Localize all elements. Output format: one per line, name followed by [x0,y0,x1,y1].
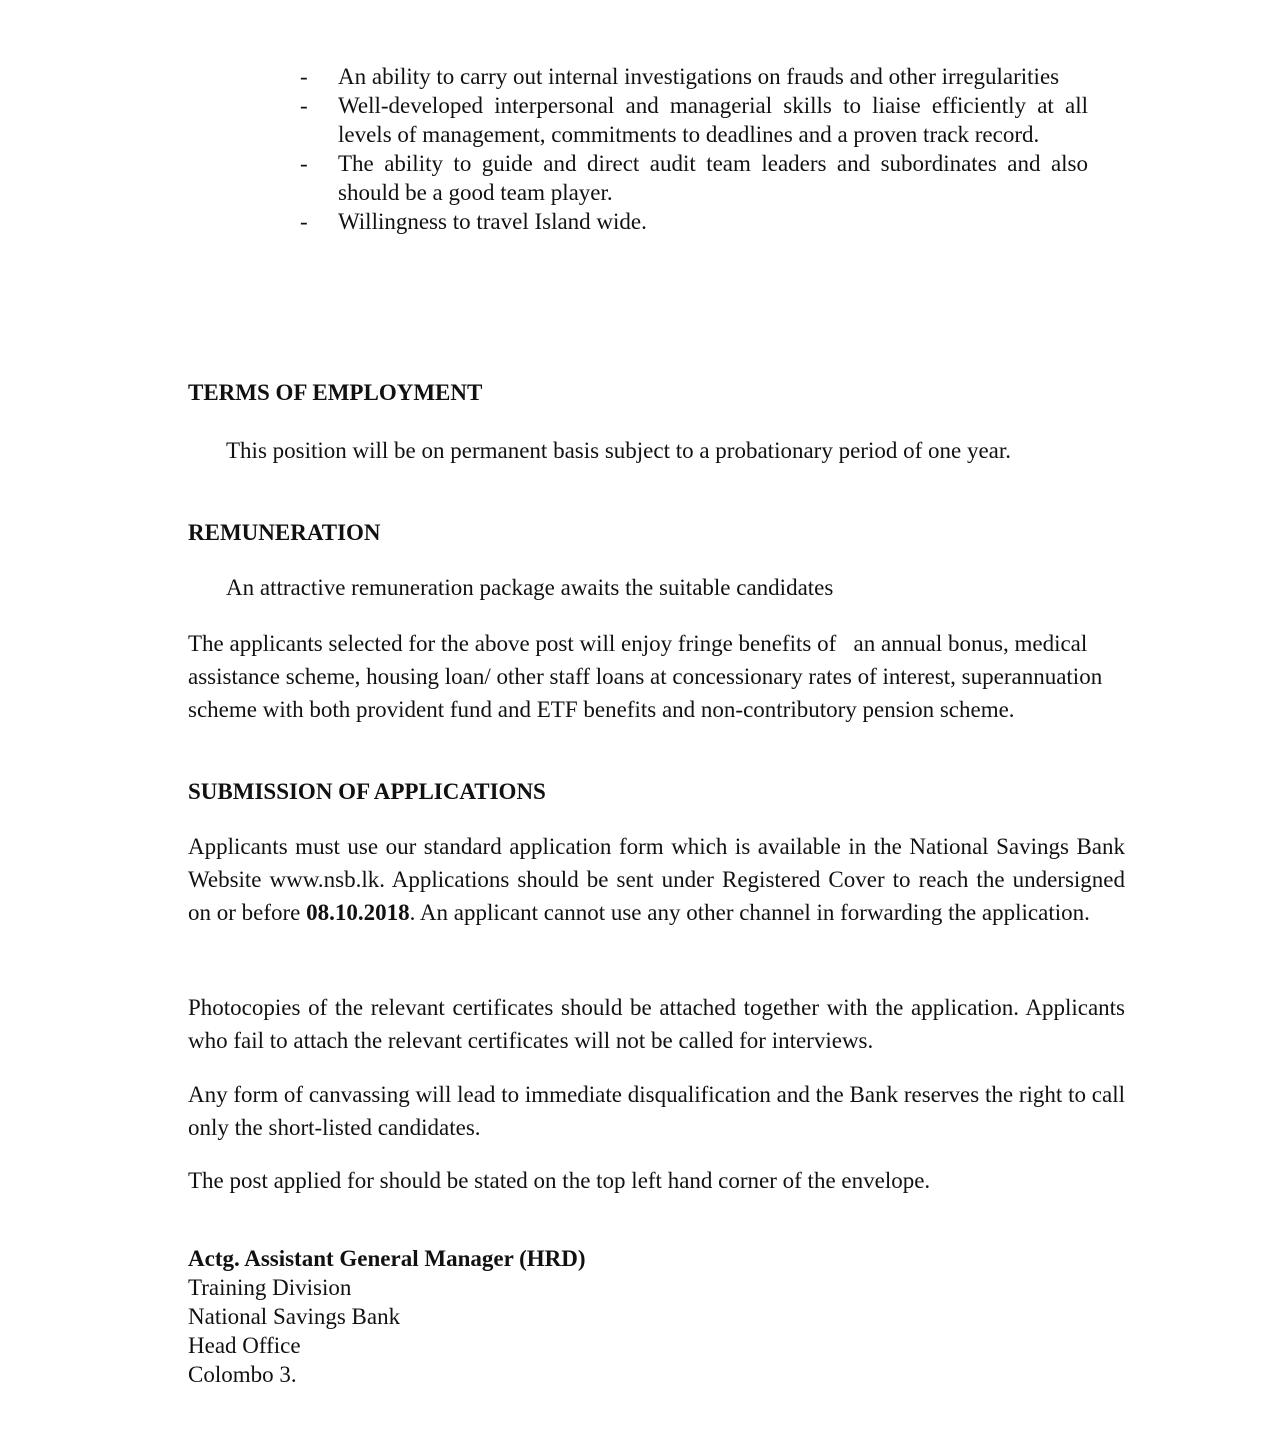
bullet-text: Well-developed interpersonal and managerial skills to liaise efficiently at all levels of management, commitments to deadlines and a proven track record. [338,93,1088,147]
submission-paragraph-2: Photocopies of the relevant certificates should be attached together with the application. Applicants who fail to attach the relevant certificates will not be called for interviews. [188,995,1125,1053]
bullet-text: Willingness to travel Island wide. [338,209,647,234]
bullet-marker: - [300,64,308,89]
skills-bullet-list [298,62,1088,236]
bullet-marker: - [300,151,308,176]
signature-block [188,1244,586,1389]
closing-date: 08.10.2018 [306,900,410,925]
bullet-item [298,91,1088,149]
submission-text: Applicants must use our standard application form which is available in the National Savings Bank Website www.nsb.lk. Applications should be sent under Registered Cover to reach the undersigned on or before [188,834,1125,925]
address-line: National Savings Bank [188,1304,401,1329]
remuneration-text: An attractive remuneration package awaits the suitable candidates [226,575,834,600]
remuneration-heading: REMUNERATION [188,520,381,545]
submission-text: . An applicant cannot use any other channel in forwarding the application. [409,900,1090,925]
address-line: Training Division [188,1275,352,1300]
bullet-marker: - [300,93,308,118]
submission-paragraph-3: Any form of canvassing will lead to immediate disqualification and the Bank reserves the right to call only the short-listed candidates. [188,1082,1125,1140]
address-line: Head Office [188,1333,301,1358]
terms-text: This position will be on permanent basis subject to a probationary period of one year. [226,438,1012,463]
submission-paragraph-4: The post applied for should be stated on the top left hand corner of the envelope. [188,1168,931,1193]
benefits-paragraph: The applicants selected for the above post will enjoy fringe benefits of an annual bonus, medical assistance scheme, housing loan/ other staff loans at concessionary rates of interest, superannuation scheme with both provident fund and ETF benefits and non-contributory pension scheme. [188,631,1108,722]
bullet-item [298,62,1088,91]
address-line: Colombo 3. [188,1362,297,1387]
signatory-title: Actg. Assistant General Manager (HRD) [188,1246,586,1271]
bullet-marker: - [300,209,308,234]
bullet-item [298,149,1088,207]
submission-heading: SUBMISSION OF APPLICATIONS [188,779,546,804]
bullet-item [298,207,1088,236]
terms-heading: TERMS OF EMPLOYMENT [188,380,483,405]
submission-paragraph-1 [188,830,1125,929]
bullet-text: An ability to carry out internal investigations on frauds and other irregularities [338,64,1060,89]
bullet-text: The ability to guide and direct audit team leaders and subordinates and also should be a good team player. [338,151,1088,205]
